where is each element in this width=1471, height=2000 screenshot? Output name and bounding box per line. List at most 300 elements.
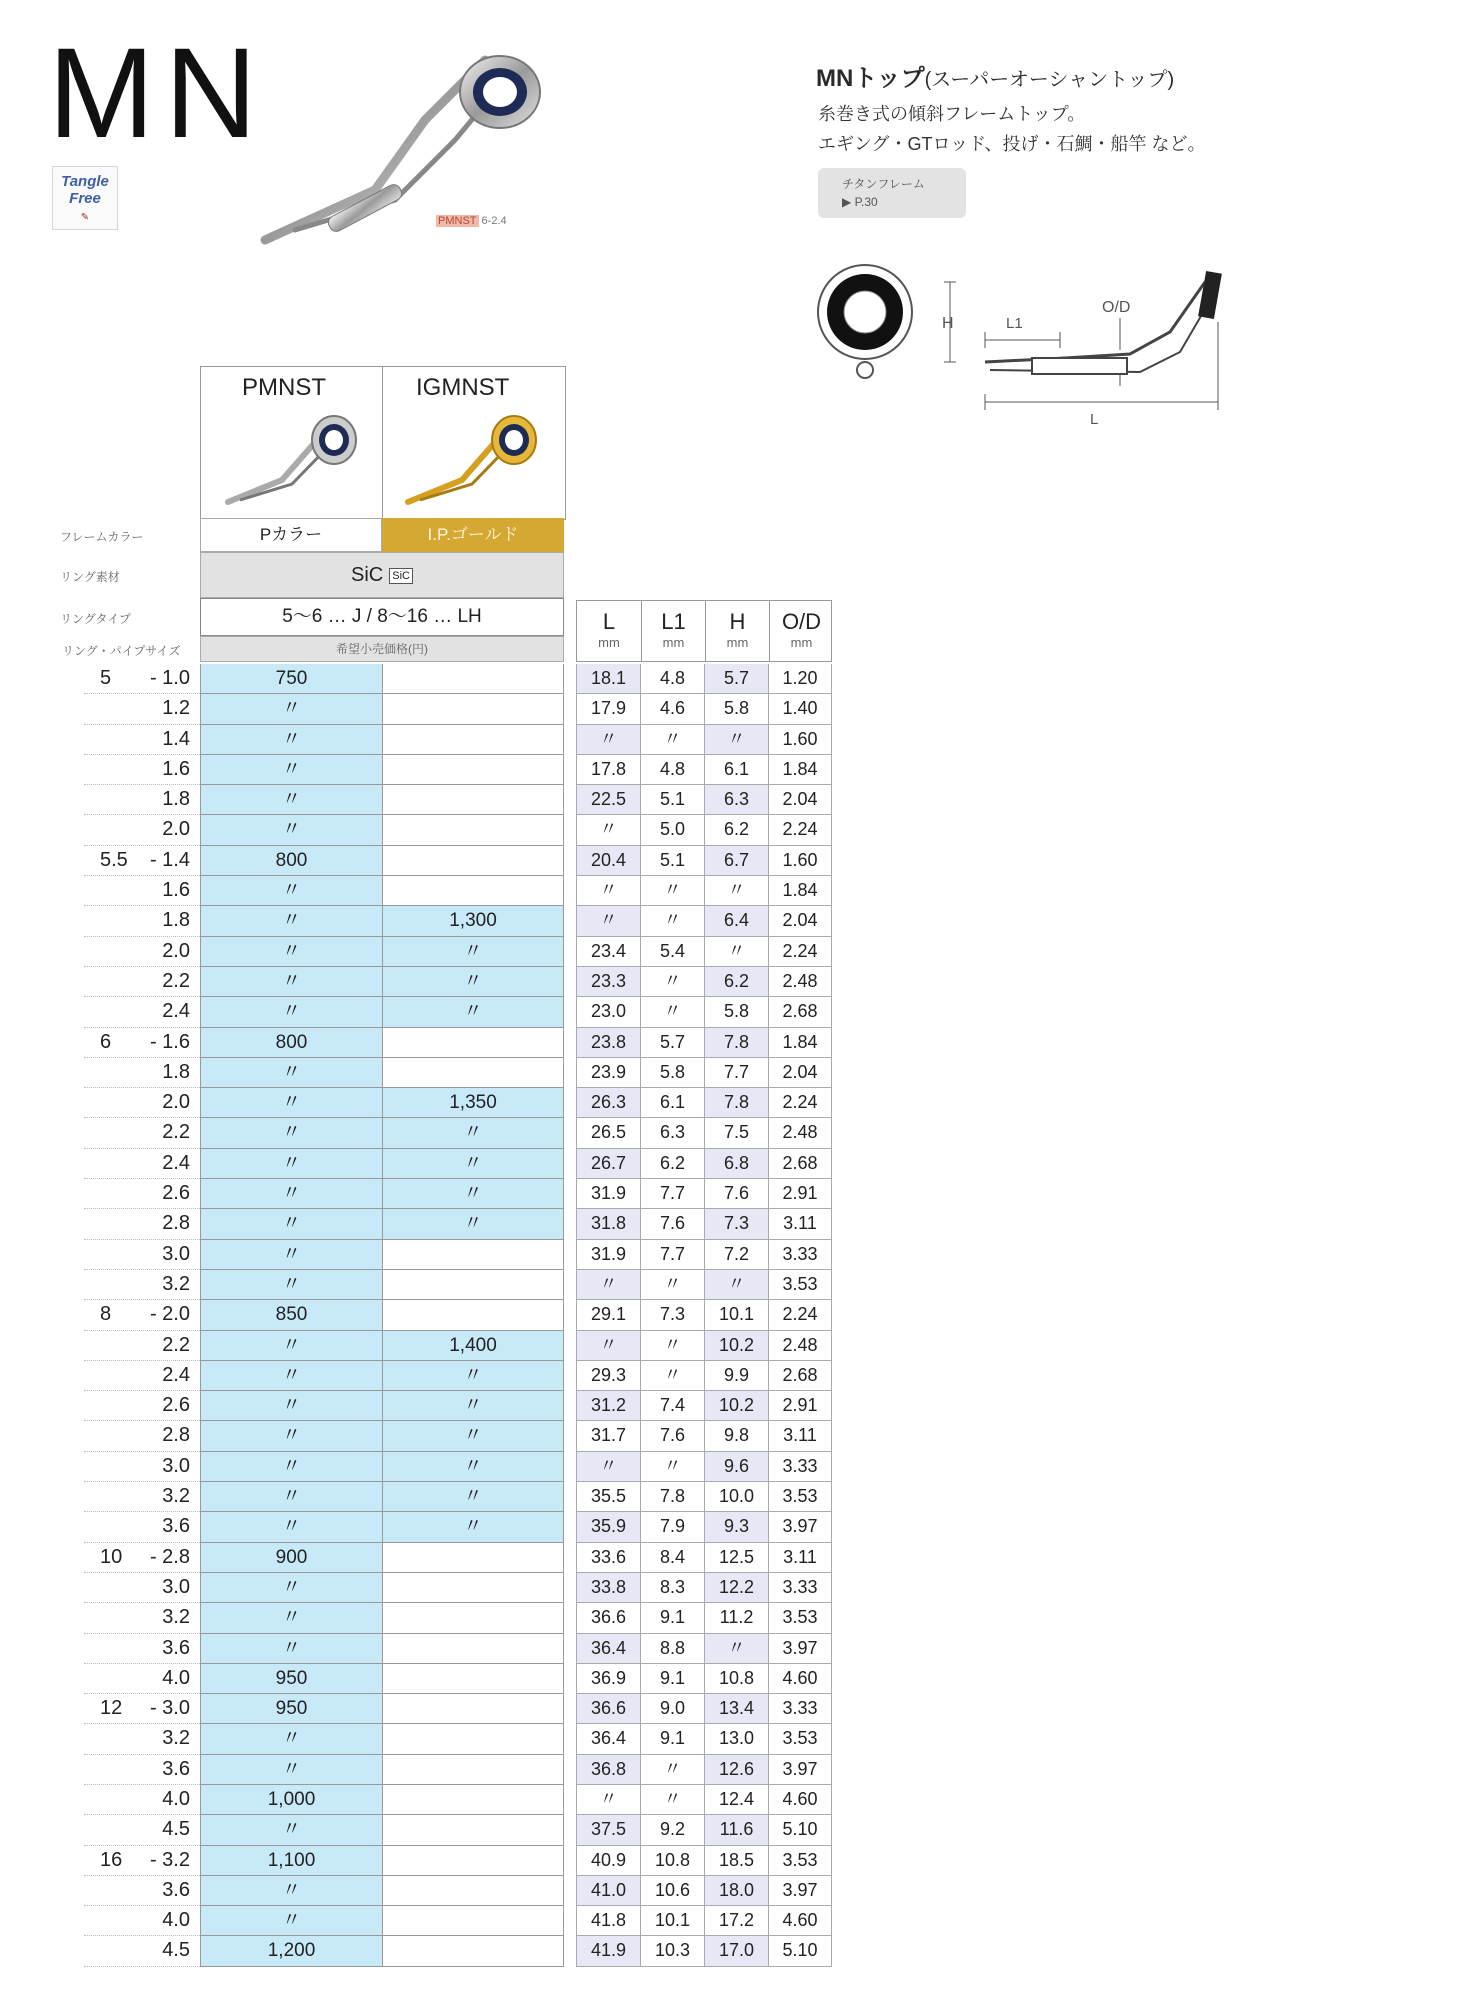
igmnst-price (382, 1270, 564, 1299)
size-row (84, 1088, 200, 1118)
badge-line1: Tangle (61, 173, 109, 190)
igmnst-price: 〃 (382, 1179, 564, 1208)
pmnst-price: 〃 (200, 694, 382, 723)
igmnst-price: 〃 (382, 997, 564, 1026)
spec-l: 36.9 (576, 1664, 640, 1693)
spec-l: 23.8 (576, 1028, 640, 1057)
spec-h: 9.3 (704, 1512, 768, 1541)
spec-od: 3.53 (768, 1724, 832, 1753)
price-row (200, 967, 564, 997)
pmnst-price: 〃 (200, 1270, 382, 1299)
igmnst-price (382, 755, 564, 784)
size-row (84, 937, 200, 967)
pipe-size: 2.4 (162, 1151, 190, 1174)
spec-l1: 5.1 (640, 785, 704, 814)
price-row (200, 1300, 564, 1330)
spec-od: 1.60 (768, 846, 832, 875)
spec-l1: 7.9 (640, 1512, 704, 1541)
page-title: MN (48, 22, 268, 165)
size-row (84, 1118, 200, 1148)
size-row (84, 1209, 200, 1239)
pmnst-price: 800 (200, 1028, 382, 1057)
price-row (200, 1755, 564, 1785)
spec-h: 7.8 (704, 1028, 768, 1057)
pipe-size: 3.2 (162, 1606, 190, 1629)
ring-type-cell: 5〜6 … J / 8〜16 … LH (200, 598, 564, 636)
size-row (84, 1179, 200, 1209)
spec-l1: 5.1 (640, 846, 704, 875)
spec-row (576, 1846, 832, 1876)
spec-l: 26.3 (576, 1088, 640, 1117)
spec-h: 12.2 (704, 1573, 768, 1602)
spec-od: 2.48 (768, 1118, 832, 1147)
spec-od: 1.84 (768, 1028, 832, 1057)
price-row (200, 1391, 564, 1421)
price-row (200, 906, 564, 936)
pipe-size: 3.6 (162, 1515, 190, 1538)
label-ring-material: リング素材 (60, 570, 120, 584)
igmnst-price: 〃 (382, 967, 564, 996)
spec-od: 3.33 (768, 1694, 832, 1723)
spec-l: 40.9 (576, 1846, 640, 1875)
model-header-divider (382, 366, 383, 518)
price-row (200, 1603, 564, 1633)
spec-l: 36.6 (576, 1603, 640, 1632)
spec-l1: 5.7 (640, 1028, 704, 1057)
price-row (200, 1876, 564, 1906)
pipe-size: 3.0 (162, 1575, 190, 1598)
price-row (200, 876, 564, 906)
pipe-size: 3.0 (162, 1454, 190, 1477)
pipe-size: - 2.8 (149, 1545, 190, 1568)
price-row (200, 1452, 564, 1482)
igmnst-price: 1,300 (382, 906, 564, 935)
spec-l: 36.6 (576, 1694, 640, 1723)
label-ring-type: リングタイプ (60, 612, 131, 626)
spec-od: 2.68 (768, 1361, 832, 1390)
igmnst-price (382, 694, 564, 723)
spec-od: 1.40 (768, 694, 832, 723)
spec-od: 3.97 (768, 1876, 832, 1905)
size-row (84, 906, 200, 936)
spec-row (576, 815, 832, 845)
size-row (84, 694, 200, 724)
price-row (200, 785, 564, 815)
pipe-size: - 1.4 (149, 848, 190, 871)
spec-l: 36.4 (576, 1634, 640, 1663)
size-row (84, 1846, 200, 1876)
frame-color-ip-gold: I.P.ゴールド (382, 518, 564, 552)
pipe-size: 1.8 (162, 788, 190, 811)
igmnst-price (382, 664, 564, 693)
size-row (84, 1815, 200, 1845)
pmnst-price: 〃 (200, 1058, 382, 1087)
spec-h: 6.2 (704, 967, 768, 996)
spec-h: 17.2 (704, 1906, 768, 1935)
spec-od: 2.24 (768, 1300, 832, 1329)
spec-l: 17.8 (576, 755, 640, 784)
pipe-size: 1.8 (162, 1060, 190, 1083)
size-row (84, 876, 200, 906)
pmnst-price: 1,100 (200, 1846, 382, 1875)
igmnst-price (382, 1028, 564, 1057)
spec-h: 6.8 (704, 1149, 768, 1178)
size-row (84, 1543, 200, 1573)
price-row (200, 1906, 564, 1936)
spec-od: 3.11 (768, 1421, 832, 1450)
badge-line2: Free (69, 190, 101, 207)
size-row (84, 1240, 200, 1270)
pmnst-price: 〃 (200, 1331, 382, 1360)
spec-header-h: H mm (705, 601, 769, 661)
igmnst-price (382, 1634, 564, 1663)
pipe-size: 1.4 (162, 727, 190, 750)
spec-l1: 10.8 (640, 1846, 704, 1875)
spec-l1: 8.3 (640, 1573, 704, 1602)
spec-h: 5.8 (704, 694, 768, 723)
igmnst-price (382, 1876, 564, 1905)
price-row (200, 694, 564, 724)
spec-row (576, 1452, 832, 1482)
pmnst-price: 〃 (200, 876, 382, 905)
price-row (200, 1785, 564, 1815)
spec-h: 18.5 (704, 1846, 768, 1875)
spec-l1: 5.4 (640, 937, 704, 966)
spec-od: 2.24 (768, 1088, 832, 1117)
price-row (200, 1179, 564, 1209)
spec-h: 7.8 (704, 1088, 768, 1117)
igmnst-price (382, 1664, 564, 1693)
spec-h: 13.0 (704, 1724, 768, 1753)
price-row (200, 1058, 564, 1088)
sic-icon: SiC (389, 568, 413, 584)
spec-h: 11.6 (704, 1815, 768, 1844)
igmnst-price (382, 1755, 564, 1784)
spec-l1: 5.8 (640, 1058, 704, 1087)
igmnst-price: 〃 (382, 1512, 564, 1541)
spec-l: 33.6 (576, 1543, 640, 1572)
pmnst-price: 750 (200, 664, 382, 693)
spec-row (576, 1391, 832, 1421)
price-row (200, 1634, 564, 1664)
spec-l1: 〃 (640, 876, 704, 905)
guide-hero-image (255, 40, 575, 250)
spec-od: 2.04 (768, 906, 832, 935)
pmnst-price: 〃 (200, 1179, 382, 1208)
pipe-size: 3.2 (162, 1272, 190, 1295)
spec-l: 31.2 (576, 1391, 640, 1420)
spec-l: 〃 (576, 1785, 640, 1814)
price-row (200, 815, 564, 845)
igmnst-price (382, 815, 564, 844)
spec-l: 18.1 (576, 664, 640, 693)
price-row (200, 1028, 564, 1058)
spec-l1: 〃 (640, 725, 704, 754)
spec-l1: 7.8 (640, 1482, 704, 1511)
size-row (84, 1482, 200, 1512)
spec-l: 31.8 (576, 1209, 640, 1238)
pipe-size: 2.0 (162, 939, 190, 962)
size-row (84, 846, 200, 876)
spec-row (576, 1028, 832, 1058)
spec-l: 〃 (576, 815, 640, 844)
spec-l1: 7.4 (640, 1391, 704, 1420)
spec-h: 10.2 (704, 1391, 768, 1420)
spec-row (576, 1543, 832, 1573)
size-row (84, 1028, 200, 1058)
pipe-size: 2.2 (162, 969, 190, 992)
spec-l1: 10.3 (640, 1936, 704, 1965)
spec-l: 36.8 (576, 1755, 640, 1784)
spec-row (576, 1512, 832, 1542)
price-row (200, 1361, 564, 1391)
spec-row (576, 1421, 832, 1451)
spec-od: 3.53 (768, 1482, 832, 1511)
pmnst-price: 〃 (200, 1149, 382, 1178)
tangle-free-badge (52, 166, 118, 230)
pipe-size: 3.6 (162, 1757, 190, 1780)
spec-l: 41.9 (576, 1936, 640, 1965)
size-row (84, 1058, 200, 1088)
igmnst-price (382, 1603, 564, 1632)
spec-row (576, 997, 832, 1027)
pmnst-price: 〃 (200, 937, 382, 966)
spec-row (576, 1300, 832, 1330)
spec-l1: 9.1 (640, 1664, 704, 1693)
spec-l1: 〃 (640, 967, 704, 996)
spec-od: 3.53 (768, 1270, 832, 1299)
size-row (84, 785, 200, 815)
price-table (200, 664, 564, 1967)
pmnst-price: 〃 (200, 815, 382, 844)
spec-od: 2.68 (768, 997, 832, 1026)
model-name-igmnst: IGMNST (416, 374, 510, 401)
spec-l: 35.9 (576, 1512, 640, 1541)
pipe-size: - 3.2 (149, 1848, 190, 1871)
model-name-pmnst: PMNST (242, 374, 326, 401)
pmnst-price: 〃 (200, 1361, 382, 1390)
spec-l: 29.1 (576, 1300, 640, 1329)
igmnst-guide-image (402, 410, 542, 510)
spec-header-od: O/D mm (769, 601, 833, 661)
spec-l1: 5.0 (640, 815, 704, 844)
igmnst-price: 〃 (382, 1118, 564, 1147)
igmnst-price (382, 1543, 564, 1572)
pipe-size: 3.2 (162, 1485, 190, 1508)
hero-caption: PMNST 6-2.4 (438, 215, 507, 227)
spec-h: 〃 (704, 876, 768, 905)
spec-row (576, 1785, 832, 1815)
spec-h: 〃 (704, 725, 768, 754)
spec-od: 3.97 (768, 1512, 832, 1541)
spec-l: 35.5 (576, 1482, 640, 1511)
pipe-size: 4.0 (162, 1787, 190, 1810)
spec-l1: 〃 (640, 906, 704, 935)
spec-l: 37.5 (576, 1815, 640, 1844)
spec-row (576, 1724, 832, 1754)
spec-header-l: L mm (598, 609, 620, 650)
pipe-size: 3.6 (162, 1878, 190, 1901)
ring-size: 16 (100, 1848, 123, 1871)
spec-l1: 〃 (640, 1361, 704, 1390)
label-l: L (1090, 411, 1099, 428)
price-row (200, 1240, 564, 1270)
spec-od: 2.91 (768, 1179, 832, 1208)
pmnst-price: 〃 (200, 1906, 382, 1935)
spec-h: 6.4 (704, 906, 768, 935)
spec-h: 13.4 (704, 1694, 768, 1723)
price-row (200, 1815, 564, 1845)
spec-od: 2.48 (768, 1331, 832, 1360)
pmnst-price: 1,000 (200, 1785, 382, 1814)
igmnst-price: 〃 (382, 1452, 564, 1481)
igmnst-price (382, 1573, 564, 1602)
spec-l1: 4.8 (640, 664, 704, 693)
size-row (84, 1936, 200, 1966)
price-row (200, 1936, 564, 1966)
pmnst-price: 〃 (200, 1118, 382, 1147)
spec-h: 6.1 (704, 755, 768, 784)
spec-l1: 〃 (640, 1331, 704, 1360)
spec-l1: 4.6 (640, 694, 704, 723)
pmnst-price: 950 (200, 1694, 382, 1723)
spec-h: 7.7 (704, 1058, 768, 1087)
label-frame-color: フレームカラー (60, 530, 144, 544)
product-description-line1: 糸巻き式の傾斜フレームトップ。 (818, 104, 1086, 124)
spec-l: 41.0 (576, 1876, 640, 1905)
price-row (200, 755, 564, 785)
spec-l: 41.8 (576, 1906, 640, 1935)
price-row (200, 1149, 564, 1179)
pipe-size: 1.8 (162, 909, 190, 932)
spec-h: 9.8 (704, 1421, 768, 1450)
igmnst-price: 1,350 (382, 1088, 564, 1117)
spec-l1: 8.8 (640, 1634, 704, 1663)
spec-l: 〃 (576, 1331, 640, 1360)
spec-od: 3.33 (768, 1573, 832, 1602)
size-row (84, 967, 200, 997)
spec-l1: 6.2 (640, 1149, 704, 1178)
pmnst-price: 900 (200, 1543, 382, 1572)
pmnst-guide-image (222, 410, 362, 510)
price-row (200, 1421, 564, 1451)
label-ring-pipe-size: リング・パイプサイズ (62, 644, 181, 658)
price-row (200, 997, 564, 1027)
igmnst-price (382, 1846, 564, 1875)
spec-l1: 9.1 (640, 1724, 704, 1753)
pmnst-price: 〃 (200, 1876, 382, 1905)
spec-h: 12.6 (704, 1755, 768, 1784)
spec-l1: 10.1 (640, 1906, 704, 1935)
size-row (84, 1785, 200, 1815)
spec-h: 7.3 (704, 1209, 768, 1238)
pmnst-price: 〃 (200, 1391, 382, 1420)
spec-l1: 〃 (640, 1452, 704, 1481)
spec-h: 18.0 (704, 1876, 768, 1905)
spec-h: 〃 (704, 937, 768, 966)
spec-l: 26.5 (576, 1118, 640, 1147)
spec-l1: 〃 (640, 1755, 704, 1784)
pipe-size: 3.6 (162, 1636, 190, 1659)
igmnst-price: 〃 (382, 1361, 564, 1390)
spec-row (576, 664, 832, 694)
igmnst-price (382, 1694, 564, 1723)
pmnst-price: 〃 (200, 1209, 382, 1238)
pipe-size: - 3.0 (149, 1697, 190, 1720)
spec-row (576, 967, 832, 997)
igmnst-price: 〃 (382, 1149, 564, 1178)
spec-h: 7.5 (704, 1118, 768, 1147)
spec-row (576, 1634, 832, 1664)
spec-l: 17.9 (576, 694, 640, 723)
pipe-size: 4.5 (162, 1939, 190, 1962)
pipe-size: 2.0 (162, 1091, 190, 1114)
spec-l: 20.4 (576, 846, 640, 875)
spec-l1: 9.2 (640, 1815, 704, 1844)
pipe-size: 4.0 (162, 1909, 190, 1932)
pmnst-price: 〃 (200, 967, 382, 996)
spec-l: 〃 (576, 725, 640, 754)
spec-row (576, 876, 832, 906)
pmnst-price: 〃 (200, 1603, 382, 1632)
spec-l1: 6.1 (640, 1088, 704, 1117)
spec-od: 4.60 (768, 1785, 832, 1814)
spec-h: 11.2 (704, 1603, 768, 1632)
pipe-size: 2.6 (162, 1182, 190, 1205)
spec-h: 9.6 (704, 1452, 768, 1481)
spec-row (576, 1118, 832, 1148)
pmnst-price: 〃 (200, 1421, 382, 1450)
spec-l: 29.3 (576, 1361, 640, 1390)
spec-l1: 4.8 (640, 755, 704, 784)
pipe-size: 3.2 (162, 1727, 190, 1750)
spec-row (576, 1664, 832, 1694)
pmnst-price: 〃 (200, 785, 382, 814)
pipe-size: 4.0 (162, 1666, 190, 1689)
pipe-size: 1.2 (162, 697, 190, 720)
spec-row (576, 694, 832, 724)
spec-h: 9.9 (704, 1361, 768, 1390)
signature-mark: ✎ (80, 212, 90, 223)
spec-row (576, 906, 832, 936)
spec-h: 6.7 (704, 846, 768, 875)
spec-row (576, 1694, 832, 1724)
pipe-size: 2.8 (162, 1212, 190, 1235)
spec-l: 31.7 (576, 1421, 640, 1450)
spec-od: 5.10 (768, 1936, 832, 1965)
price-row (200, 1118, 564, 1148)
spec-od: 3.33 (768, 1452, 832, 1481)
pmnst-price: 〃 (200, 1240, 382, 1269)
igmnst-price: 〃 (382, 1391, 564, 1420)
price-row (200, 1664, 564, 1694)
pmnst-price: 〃 (200, 906, 382, 935)
price-row (200, 1543, 564, 1573)
size-row (84, 1573, 200, 1603)
spec-h: 〃 (704, 1634, 768, 1663)
spec-od: 4.60 (768, 1906, 832, 1935)
igmnst-price: 〃 (382, 1482, 564, 1511)
spec-header-l1: L1 mm (641, 601, 705, 661)
spec-l: 〃 (576, 876, 640, 905)
spec-od: 4.60 (768, 1664, 832, 1693)
spec-row (576, 1088, 832, 1118)
spec-od: 2.91 (768, 1391, 832, 1420)
spec-h: 10.1 (704, 1300, 768, 1329)
dimension-diagram (810, 262, 1240, 442)
spec-l: 23.3 (576, 967, 640, 996)
spec-h: 7.6 (704, 1179, 768, 1208)
